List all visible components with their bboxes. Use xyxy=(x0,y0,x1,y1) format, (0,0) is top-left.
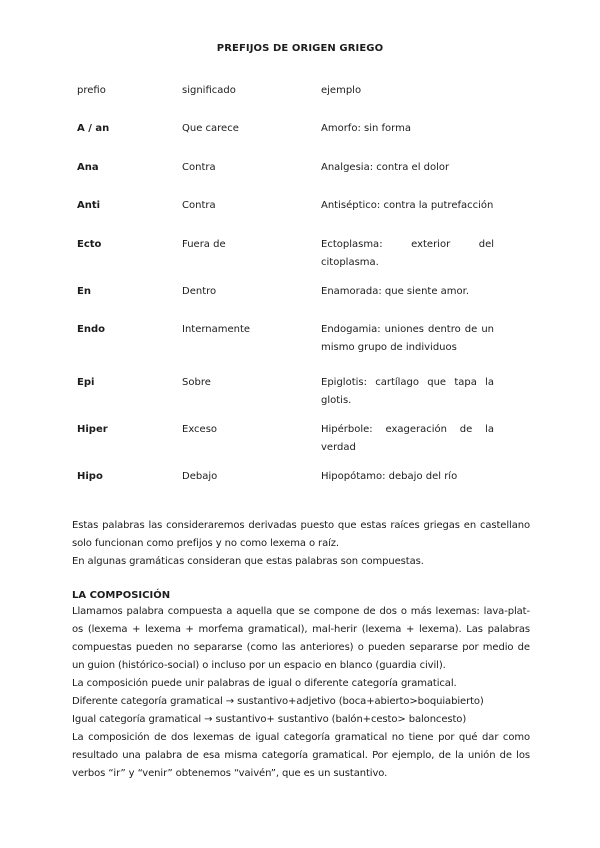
meaning-cell: Dentro xyxy=(182,286,217,297)
header-meaning: significado xyxy=(182,85,236,96)
meaning-cell: Sobre xyxy=(182,377,211,388)
meaning-cell: Que carece xyxy=(182,123,239,134)
prefix-cell: A / an xyxy=(77,123,110,134)
meaning-cell: Contra xyxy=(182,200,216,211)
meaning-cell: Contra xyxy=(182,162,216,173)
paragraph: Igual categoría gramatical → sustantivo+ sustantivo (balón+cesto> baloncesto) xyxy=(72,714,467,725)
header-prefix: prefio xyxy=(77,85,106,96)
example-cell: Antiséptico: contra la putrefacción xyxy=(321,200,494,211)
prefix-cell: Anti xyxy=(77,200,101,211)
example-cell: Analgesia: contra el dolor xyxy=(321,162,450,173)
meaning-cell: Fuera de xyxy=(182,239,226,250)
page-title: PREFIJOS DE ORIGEN GRIEGO xyxy=(216,43,384,54)
prefix-cell: Hipo xyxy=(77,471,103,482)
meaning-cell: Internamente xyxy=(182,324,251,335)
paragraph: Llamamos palabra compuesta a aquella que se compone de dos o más lexemas: lava-plat-os (lexema + lexema + morfema gramatical), mal-herir (lexema + lexema). Las palabras compuestas pueden no separarse (como las anteriores) o pueden separarse por medio de un guion (histórico-social) o incluso por un espacio en blanco (guardia civil). xyxy=(72,606,530,671)
example-cell: Amorfo: sin forma xyxy=(321,123,411,134)
meaning-cell: Exceso xyxy=(182,424,218,435)
example-cell: Epiglotis: cartílago que tapa la glotis. xyxy=(321,377,494,406)
paragraph: En algunas gramáticas consideran que estas palabras son compuestas. xyxy=(72,556,424,567)
paragraph: Estas palabras las consideraremos derivadas puesto que estas raíces griegas en castellano solo funcionan como prefijos y no como lexema o raíz. xyxy=(72,520,530,549)
prefix-cell: En xyxy=(77,286,91,297)
derivation-note xyxy=(72,517,530,571)
example-cell: Hipopótamo: debajo del río xyxy=(321,471,458,482)
meaning-cell: Debajo xyxy=(182,471,218,482)
paragraph: Diferente categoría gramatical → sustantivo+adjetivo (boca+abierto>boquiabierto) xyxy=(72,696,484,707)
paragraph: La composición de dos lexemas de igual categoría gramatical no tiene por qué dar como resultado una palabra de esa misma categoría gramatical. Por ejemplo, de la unión de los verbos “ir” y “venir” obtenemos “vaivén”, que es un sustantivo. xyxy=(72,732,530,779)
prefix-cell: Epi xyxy=(77,377,95,388)
header-example: ejemplo xyxy=(321,85,362,96)
prefix-cell: Hiper xyxy=(77,424,108,435)
paragraph: La composición puede unir palabras de igual o diferente categoría gramatical. xyxy=(72,678,457,689)
example-cell: Enamorada: que siente amor. xyxy=(321,286,470,297)
example-cell: Ectoplasma: exterior del citoplasma. xyxy=(321,239,494,268)
section-heading: LA COMPOSICIÓN xyxy=(72,590,171,601)
prefix-cell: Ecto xyxy=(77,239,102,250)
composition-body xyxy=(72,603,530,783)
example-cell: Endogamia: uniones dentro de un mismo grupo de individuos xyxy=(321,324,494,353)
prefix-cell: Ana xyxy=(77,162,99,173)
prefix-cell: Endo xyxy=(77,324,105,335)
example-cell: Hipérbole: exageración de la verdad xyxy=(321,424,494,453)
